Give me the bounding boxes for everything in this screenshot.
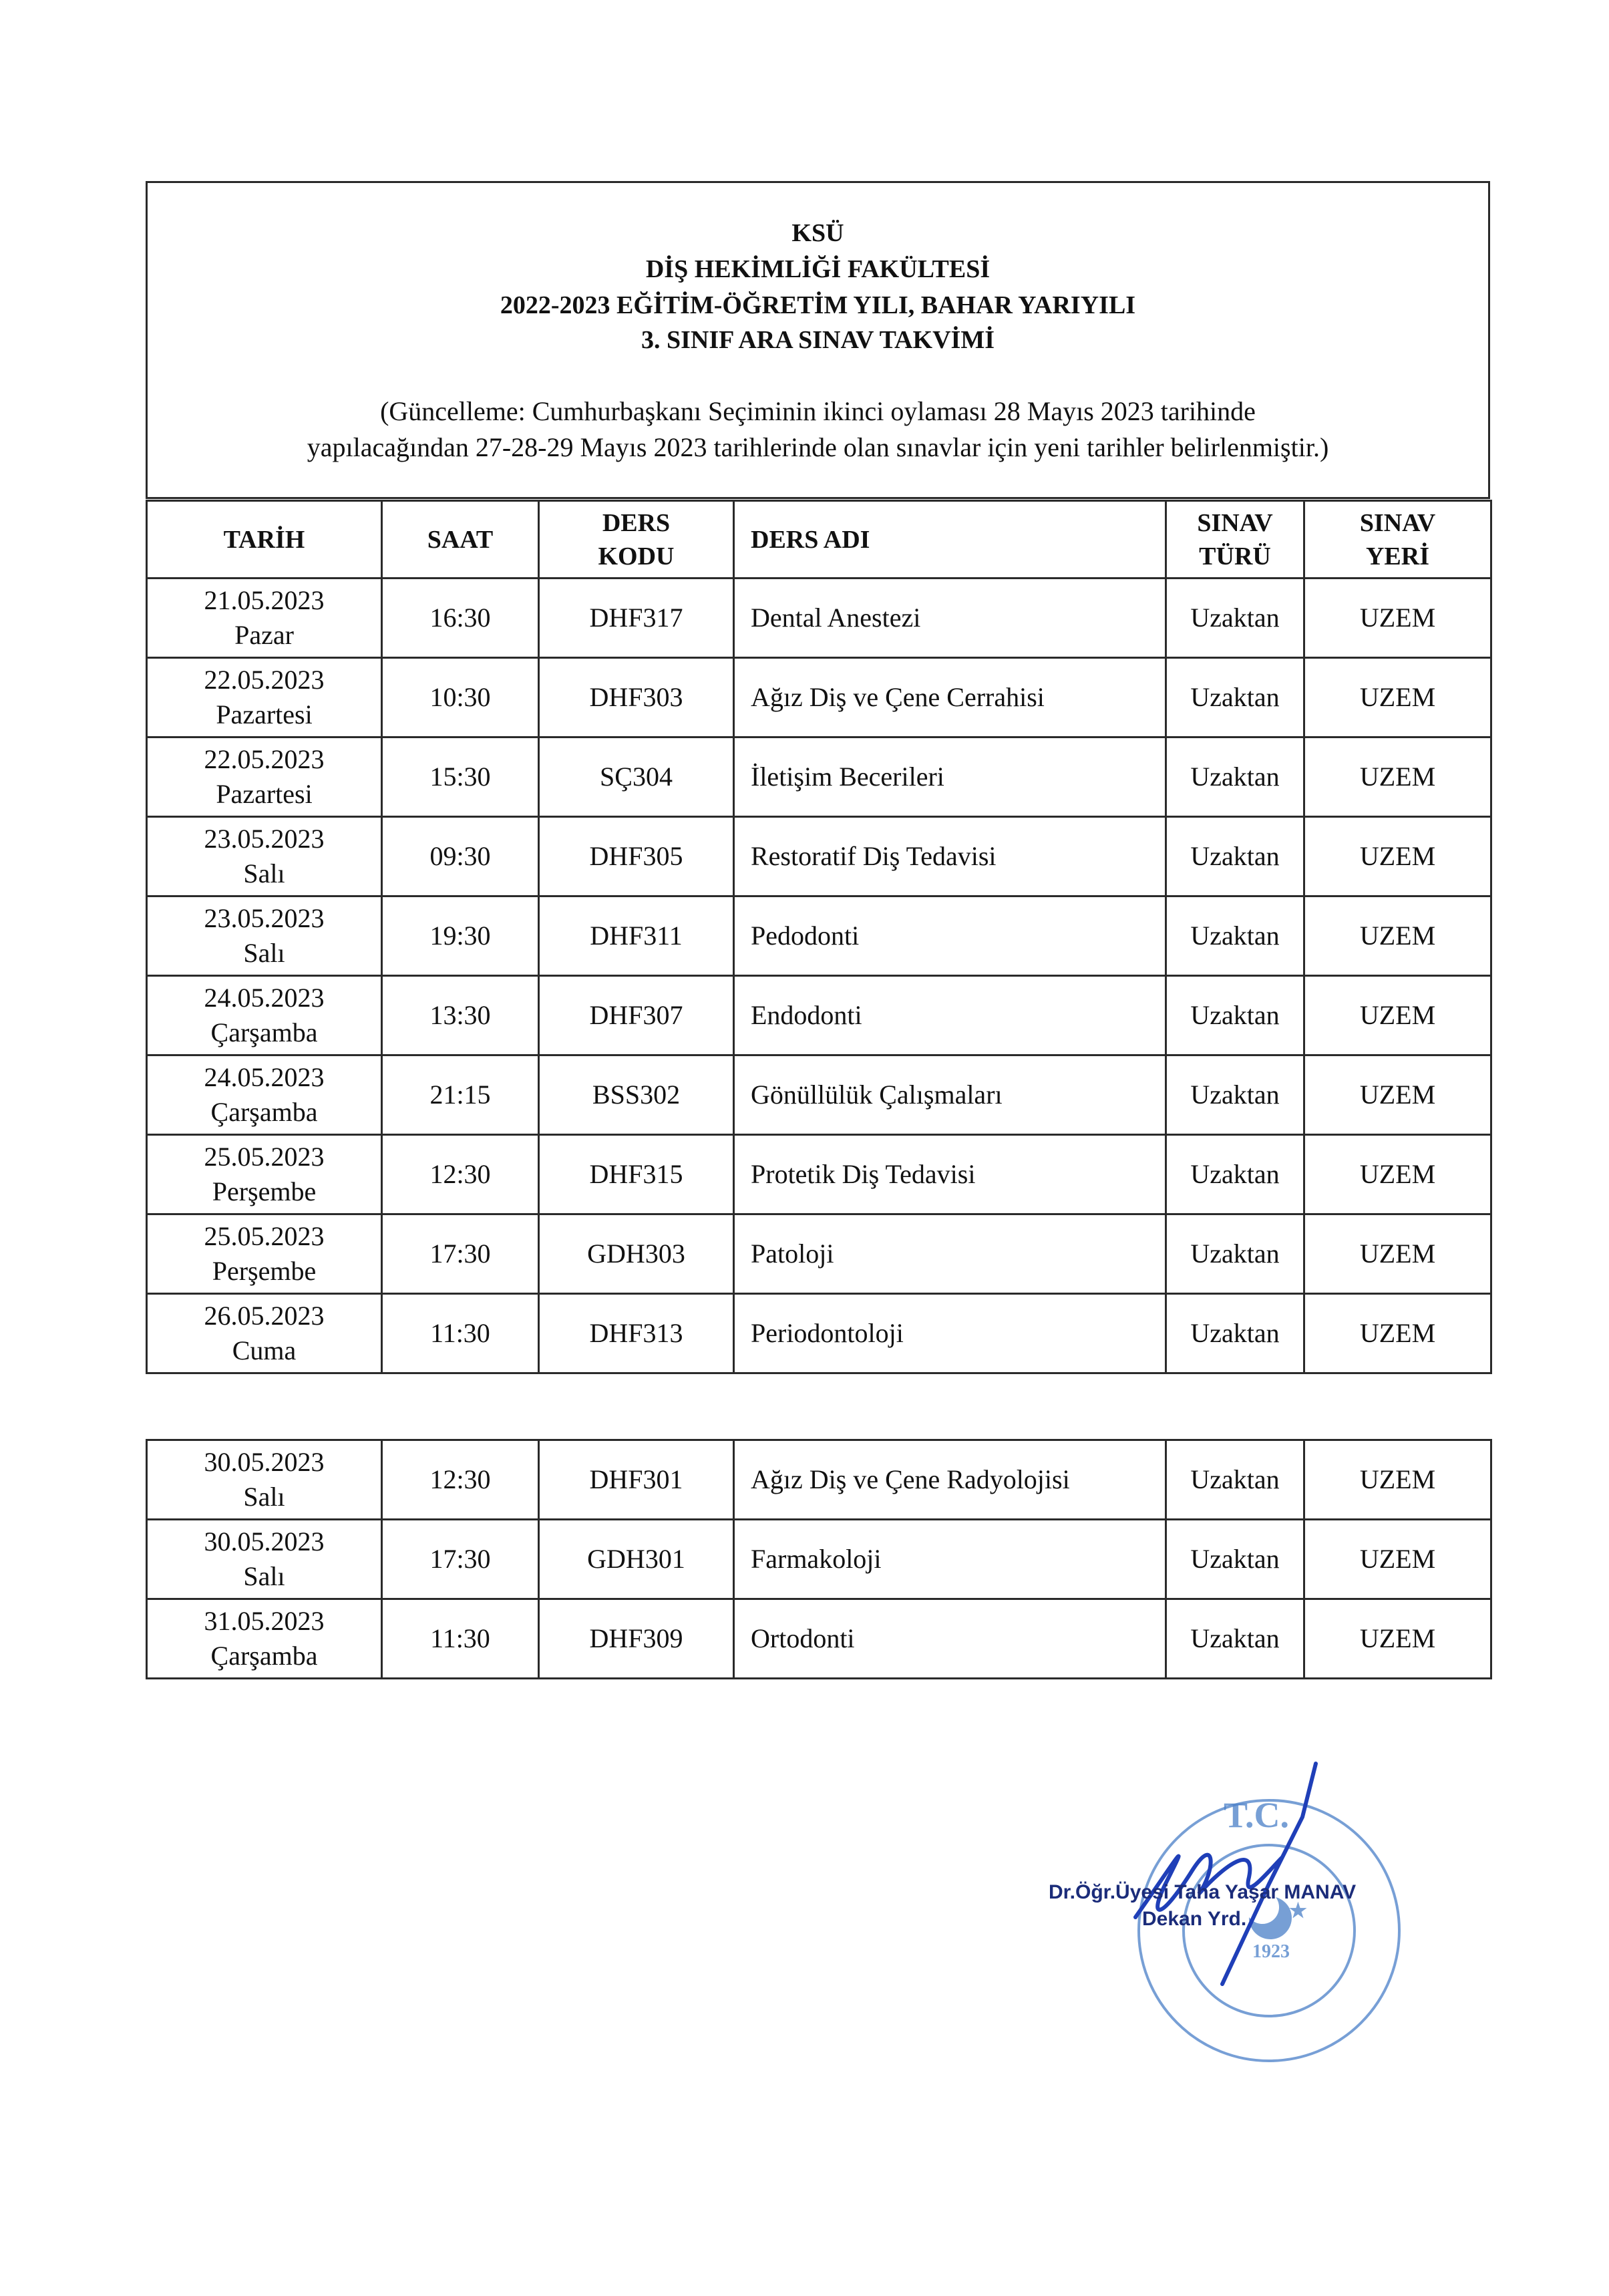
cell-sinav-yeri: UZEM [1304,976,1491,1055]
cell-ders-kodu: DHF305 [539,817,734,896]
cell-ders-kodu: DHF317 [539,579,734,658]
cell-sinav-turu: Uzaktan [1166,1214,1304,1294]
exam-date: 24.05.2023 [204,983,325,1013]
cell-tarih [147,1520,382,1599]
seal-tc-text: T.C. [1224,1795,1290,1835]
cell-sinav-turu: Uzaktan [1166,817,1304,896]
cell-sinav-turu: Uzaktan [1166,1599,1304,1679]
cell-sinav-yeri: UZEM [1304,1520,1491,1599]
exam-day: Çarşamba [210,1017,318,1047]
cell-saat: 21:15 [382,1055,539,1135]
document-header [146,181,1490,499]
cell-ders-adi: Ortodonti [734,1599,1166,1679]
cell-ders-kodu: DHF307 [539,976,734,1055]
cell-ders-kodu: BSS302 [539,1055,734,1135]
cell-ders-kodu: GDH301 [539,1520,734,1599]
cell-saat: 11:30 [382,1599,539,1679]
cell-sinav-yeri: UZEM [1304,1214,1491,1294]
cell-saat: 17:30 [382,1214,539,1294]
cell-sinav-turu: Uzaktan [1166,579,1304,658]
exam-day: Perşembe [212,1176,317,1206]
cell-ders-kodu: DHF303 [539,658,734,737]
table-row [147,1294,1491,1373]
signer-name: Dr.Öğr.Üyesi Taha Yaşar MANAV [1049,1881,1357,1903]
cell-tarih [147,737,382,817]
exam-day: Cuma [232,1335,297,1365]
cell-saat: 13:30 [382,976,539,1055]
academic-year-title: 2022-2023 EĞİTİM-ÖĞRETİM YILI, BAHAR YARIYILI [500,291,1136,319]
cell-tarih [147,1440,382,1520]
cell-ders-adi: Endodonti [734,976,1166,1055]
seal-year-text: 1923 [1252,1941,1290,1962]
cell-saat: 12:30 [382,1135,539,1214]
signature-block [1049,1717,1403,2091]
cell-tarih [147,1135,382,1214]
cell-tarih [147,1214,382,1294]
cell-tarih [147,1055,382,1135]
cell-tarih [147,976,382,1055]
cell-sinav-yeri: UZEM [1304,1294,1491,1373]
cell-tarih [147,1599,382,1679]
cell-ders-kodu: SÇ304 [539,737,734,817]
cell-ders-adi: Restoratif Diş Tedavisi [734,817,1166,896]
exam-date: 24.05.2023 [204,1062,325,1092]
cell-tarih [147,579,382,658]
cell-sinav-turu: Uzaktan [1166,658,1304,737]
signer-title: Dekan Yrd. [1142,1908,1247,1930]
cell-sinav-yeri: UZEM [1304,1599,1491,1679]
exam-date: 30.05.2023 [204,1526,325,1556]
cell-saat: 09:30 [382,817,539,896]
cell-ders-adi: Pedodonti [734,896,1166,976]
cell-sinav-turu: Uzaktan [1166,1294,1304,1373]
exam-day: Salı [243,938,285,968]
table-row [147,658,1491,737]
table-row [147,1055,1491,1135]
cell-saat: 11:30 [382,1294,539,1373]
cell-ders-adi: Dental Anestezi [734,579,1166,658]
update-note-line-1: (Güncelleme: Cumhurbaşkanı Seçiminin ikinci oylaması 28 Mayıs 2023 tarihinde [380,396,1256,426]
exam-date: 25.05.2023 [204,1142,325,1172]
exam-day: Salı [243,1482,285,1512]
cell-ders-adi: Ağız Diş ve Çene Radyolojisi [734,1440,1166,1520]
cell-sinav-turu: Uzaktan [1166,1440,1304,1520]
rescheduled-exam-table [146,1439,1492,1679]
faculty-title: DİŞ HEKİMLİĞİ FAKÜLTESİ [645,255,991,283]
header-tarih: TARİH [147,501,382,579]
cell-ders-kodu: DHF311 [539,896,734,976]
cell-ders-kodu: DHF313 [539,1294,734,1373]
cell-tarih [147,1294,382,1373]
cell-sinav-yeri: UZEM [1304,1135,1491,1214]
cell-sinav-yeri: UZEM [1304,1055,1491,1135]
exam-date: 30.05.2023 [204,1447,325,1477]
header-ders-kodu: DERS KODU [539,501,734,579]
cell-saat: 10:30 [382,658,539,737]
cell-sinav-yeri: UZEM [1304,817,1491,896]
cell-ders-adi: Periodontoloji [734,1294,1166,1373]
university-title: KSÜ [791,219,844,247]
cell-sinav-yeri: UZEM [1304,1440,1491,1520]
exam-date: 21.05.2023 [204,585,325,615]
cell-sinav-turu: Uzaktan [1166,896,1304,976]
exam-day: Salı [243,858,285,888]
cell-ders-kodu: DHF309 [539,1599,734,1679]
cell-ders-adi: Farmakoloji [734,1520,1166,1599]
cell-sinav-yeri: UZEM [1304,658,1491,737]
exam-date: 23.05.2023 [204,903,325,933]
cell-saat: 12:30 [382,1440,539,1520]
cell-ders-adi: Patoloji [734,1214,1166,1294]
cell-sinav-turu: Uzaktan [1166,976,1304,1055]
cell-tarih [147,658,382,737]
exam-day: Çarşamba [210,1641,318,1671]
table-row [147,976,1491,1055]
table-row [147,737,1491,817]
update-note-line-2: yapılacağından 27-28-29 Mayıs 2023 tarihlerinde olan sınavlar için yeni tarihler belirlenmiştir.) [307,432,1329,462]
exam-day: Perşembe [212,1256,317,1286]
exam-day: Salı [243,1561,285,1591]
table-row [147,896,1491,976]
table-row [147,1135,1491,1214]
table-row [147,1214,1491,1294]
exam-date: 31.05.2023 [204,1606,325,1636]
table-row [147,1599,1491,1679]
cell-saat: 16:30 [382,579,539,658]
cell-ders-kodu: DHF315 [539,1135,734,1214]
exam-schedule-table [146,500,1492,1374]
exam-date: 22.05.2023 [204,665,325,695]
calendar-title: 3. SINIF ARA SINAV TAKVİMİ [641,326,995,354]
cell-sinav-yeri: UZEM [1304,896,1491,976]
table-header-row [147,501,1491,579]
exam-day: Pazartesi [216,699,313,729]
cell-saat: 15:30 [382,737,539,817]
cell-ders-adi: Ağız Diş ve Çene Cerrahisi [734,658,1166,737]
cell-sinav-turu: Uzaktan [1166,1055,1304,1135]
cell-sinav-turu: Uzaktan [1166,1520,1304,1599]
header-sinav-yeri: SINAV YERİ [1304,501,1491,579]
cell-sinav-turu: Uzaktan [1166,737,1304,817]
cell-tarih [147,896,382,976]
table-row [147,579,1491,658]
exam-date: 26.05.2023 [204,1301,325,1331]
table-row [147,1520,1491,1599]
star-icon: ★ [1289,1900,1307,1922]
cell-saat: 19:30 [382,896,539,976]
cell-ders-adi: İletişim Becerileri [734,737,1166,817]
table-row [147,1440,1491,1520]
exam-day: Çarşamba [210,1097,318,1127]
cell-sinav-turu: Uzaktan [1166,1135,1304,1214]
cell-ders-kodu: DHF301 [539,1440,734,1520]
exam-date: 25.05.2023 [204,1221,325,1251]
header-ders-adi: DERS ADI [734,501,1166,579]
cell-saat: 17:30 [382,1520,539,1599]
cell-ders-kodu: GDH303 [539,1214,734,1294]
exam-date: 23.05.2023 [204,824,325,854]
header-saat: SAAT [382,501,539,579]
cell-sinav-yeri: UZEM [1304,737,1491,817]
table-row [147,817,1491,896]
cell-tarih [147,817,382,896]
cell-sinav-yeri: UZEM [1304,579,1491,658]
header-sinav-turu: SINAV TÜRÜ [1166,501,1304,579]
exam-day: Pazartesi [216,779,313,809]
cell-ders-adi: Gönüllülük Çalışmaları [734,1055,1166,1135]
exam-day: Pazar [234,620,294,650]
exam-date: 22.05.2023 [204,744,325,774]
cell-ders-adi: Protetik Diş Tedavisi [734,1135,1166,1214]
